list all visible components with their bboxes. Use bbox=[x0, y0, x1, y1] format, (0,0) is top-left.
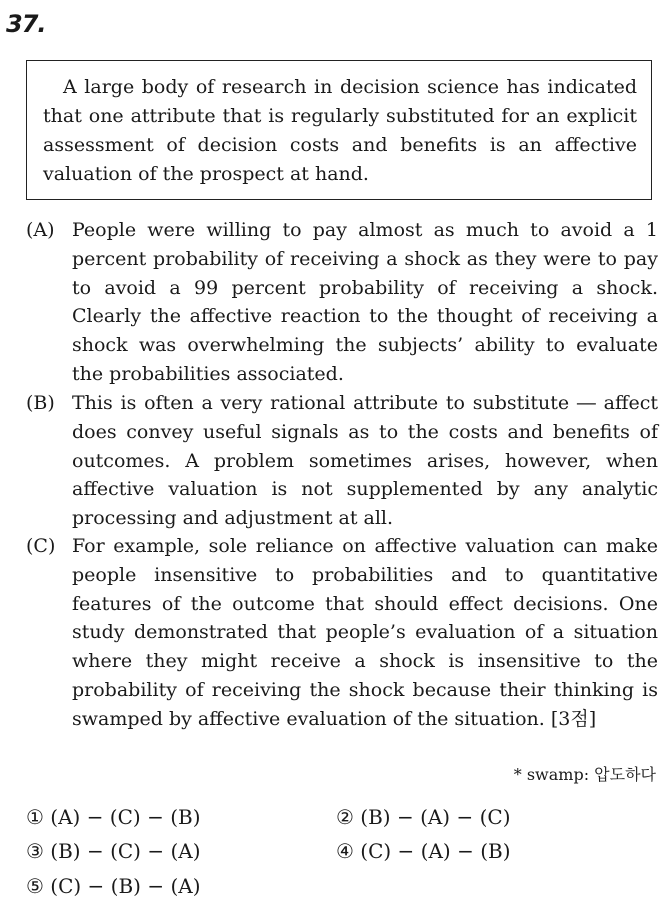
paragraph-b bbox=[26, 389, 658, 533]
footnote: * swamp: 압도하다 bbox=[513, 765, 656, 784]
paragraph-c-label: (C) bbox=[26, 535, 56, 557]
answer-option-2[interactable]: ② (B) − (A) − (C) bbox=[336, 805, 511, 829]
paragraph-b-label: (B) bbox=[26, 392, 55, 414]
paragraph-c-text: For example, sole reliance on affective valuation can make people insensitive to probabilities and to quantitative features of the outcome that should effect decisions. One study demonstrated that people’s evaluation of a situation where they might receive a shock is insensitive to the probability of receiving the shock because their thinking is swamped by affective evaluation of the situation. [3점] bbox=[72, 535, 658, 730]
question-number: 37. bbox=[6, 10, 46, 38]
paragraph-a-label: (A) bbox=[26, 219, 55, 241]
paragraph-b-text: This is often a very rational attribute to substitute ― affect does convey useful signals as to the costs and benefits of outcomes. A problem sometimes arises, however, when affective valuation is not supplemented by any analytic processing and adjustment at all. bbox=[72, 392, 658, 530]
answer-option-3[interactable]: ③ (B) − (C) − (A) bbox=[26, 839, 201, 863]
answer-option-5[interactable]: ⑤ (C) − (B) − (A) bbox=[26, 874, 201, 898]
paragraph-c bbox=[26, 532, 658, 734]
paragraph-a bbox=[26, 216, 658, 389]
answer-option-1[interactable]: ① (A) − (C) − (B) bbox=[26, 805, 201, 829]
paragraph-a-text: People were willing to pay almost as much to avoid a 1 percent probability of receiving a shock as they were to pay to avoid a 99 percent probability of receiving a shock. Clearly the affective reaction to the thought of receiving a shock was overwhelming the subjects’ ability to evaluate the probabilities associated. bbox=[72, 219, 658, 385]
answer-option-4[interactable]: ④ (C) − (A) − (B) bbox=[336, 839, 511, 863]
given-sentence-box: A large body of research in decision science has indicated that one attribute that is regularly substituted for an explicit assessment of decision costs and benefits is an affective valuation of the prospect at hand. bbox=[26, 60, 652, 200]
